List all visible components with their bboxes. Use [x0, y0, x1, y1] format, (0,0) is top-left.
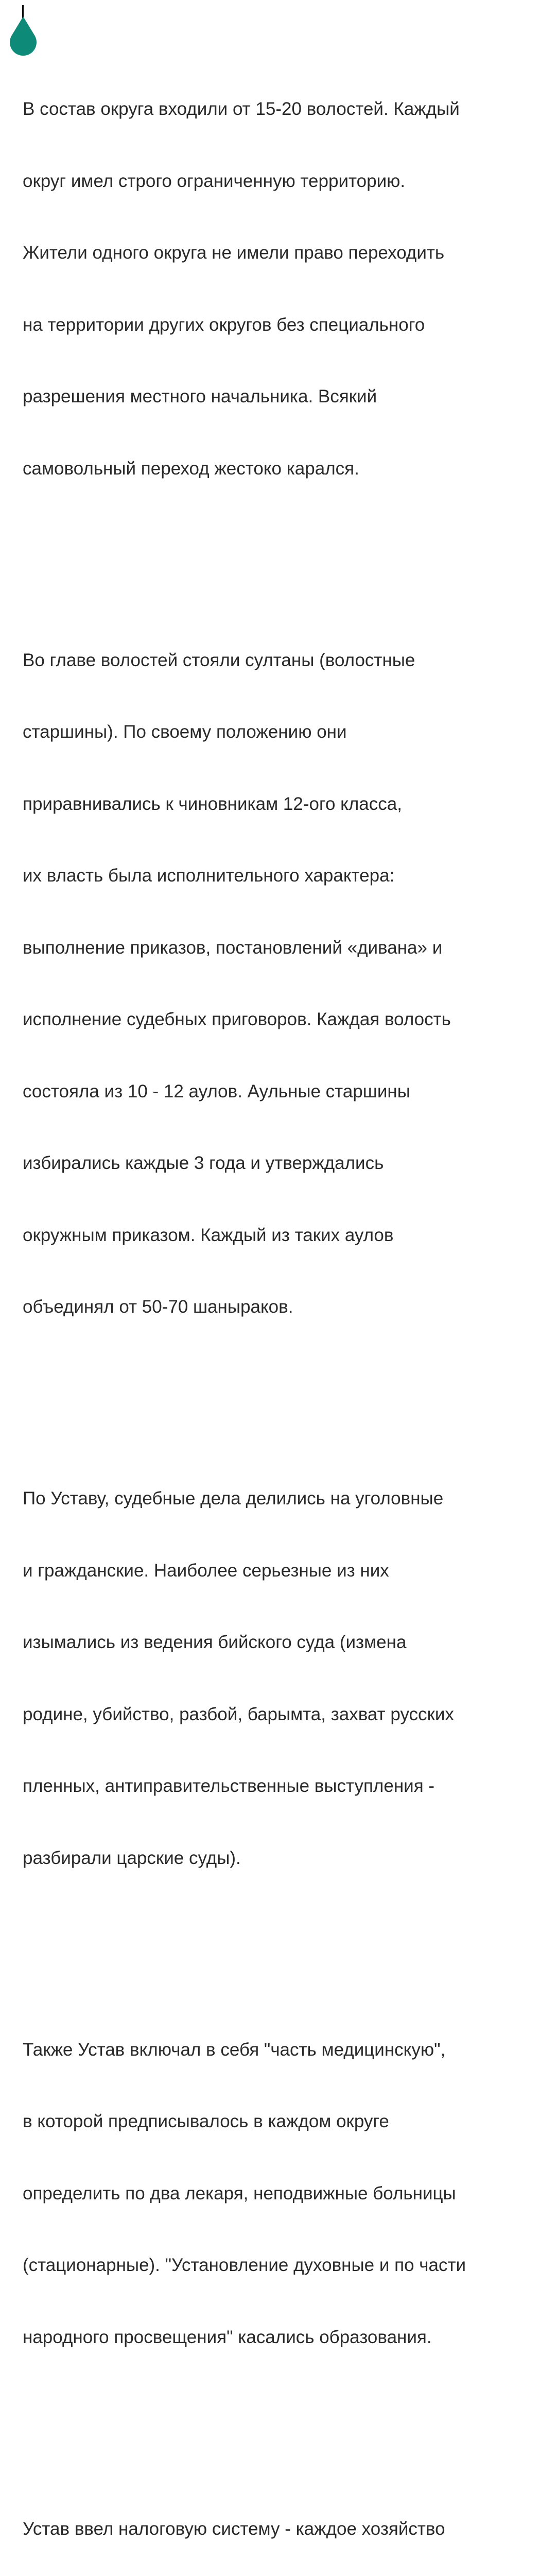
text-line: округ имел строго ограниченную территорию. — [23, 170, 537, 194]
text-line: родине, убийство, разбой, барымта, захват русских — [23, 1703, 537, 1727]
text-line: исполнение судебных приговоров. Каждая волость — [23, 1008, 537, 1032]
text-line: По Уставу, судебные дела делились на уголовные — [23, 1487, 537, 1511]
text-line: состояла из 10 - 12 аулов. Аульные старшины — [23, 1080, 537, 1104]
paragraph-1 — [23, 49, 537, 529]
text-line: пленных, антиправительственные выступления - — [23, 1774, 537, 1799]
text-line: в которой предписывалось в каждом округе — [23, 2110, 537, 2134]
text-line: В состав округа входили от 15-20 волостей. Каждый — [23, 97, 537, 122]
paragraph-4 — [23, 1990, 537, 2398]
text-line: разрешения местного начальника. Всякий — [23, 385, 537, 409]
text-line: самовольный переход жестоко карался. — [23, 457, 537, 481]
text-line: выполнение приказов, постановлений «дивана» и — [23, 936, 537, 960]
text-line: и гражданские. Наиболее серьезные из них — [23, 1559, 537, 1583]
text-line: их власть была исполнительного характера: — [23, 864, 537, 888]
text-line: Жители одного округа не имели право переходить — [23, 241, 537, 265]
text-line: приравнивались к чиновникам 12-ого класса, — [23, 792, 537, 817]
text-line: объединял от 50-70 шаныраков. — [23, 1295, 537, 1319]
text-line: разбирали царские суды). — [23, 1846, 537, 1871]
text-line: (стационарные). "Установление духовные и по части — [23, 2253, 537, 2278]
paragraph-3 — [23, 1439, 537, 1918]
text-line: на территории других округов без специального — [23, 313, 537, 337]
text-selection-handle-icon[interactable] — [8, 15, 38, 59]
text-line: определить по два лекаря, неподвижные больницы — [23, 2182, 537, 2206]
text-line: изымались из ведения бийского суда (измена — [23, 1631, 537, 1655]
text-line: Во главе волостей стояли султаны (волостные — [23, 649, 537, 673]
paragraph-2 — [23, 601, 537, 1367]
text-line: Устав ввел налоговую систему - каждое хозяйство — [23, 2517, 537, 2541]
text-line: народного просвещения" касались образования. — [23, 2326, 537, 2350]
text-line: избирались каждые 3 года и утверждались — [23, 1151, 537, 1176]
text-line: Также Устав включал в себя "часть медицинскую", — [23, 2038, 537, 2062]
document-text-body[interactable] — [23, 0, 537, 2576]
text-line: окружным приказом. Каждый из таких аулов — [23, 1224, 537, 1248]
paragraph-5 — [23, 2469, 537, 2576]
text-line: старшины). По своему положению они — [23, 720, 537, 744]
